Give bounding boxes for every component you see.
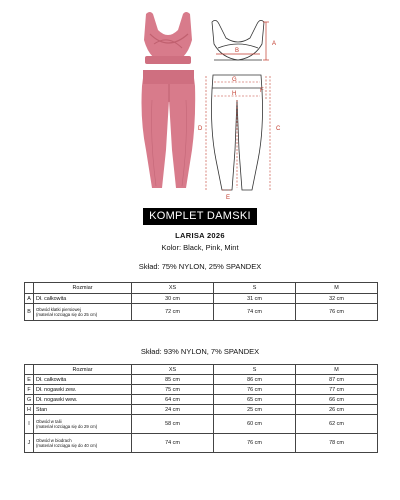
table-row (25, 385, 378, 395)
row-value-xs: 72 cm (132, 304, 214, 321)
row-value-m: 87 cm (296, 375, 378, 385)
row-name (34, 304, 132, 321)
header-size-m: M (296, 283, 378, 294)
row-name-sub: (materiał rozciąga się do 25 cm) (36, 312, 98, 317)
table-row (25, 434, 378, 453)
header-size-xs: XS (132, 283, 214, 294)
row-name: Dł. całkowita (34, 375, 132, 385)
row-name (34, 415, 132, 434)
row-value-s: 76 cm (214, 434, 296, 453)
row-value-m: 77 cm (296, 385, 378, 395)
row-value-xs: 74 cm (132, 434, 214, 453)
table-header-row (25, 283, 378, 294)
header-size-s: S (214, 283, 296, 294)
row-value-m: 32 cm (296, 294, 378, 304)
row-name: Stan (34, 405, 132, 415)
header-blank (25, 365, 34, 375)
table-row (25, 375, 378, 385)
material-top: Skład: 75% NYLON, 25% SPANDEX (138, 262, 262, 271)
dimension-lines-top (216, 22, 269, 60)
row-name (34, 434, 132, 453)
row-value-xs: 85 cm (132, 375, 214, 385)
row-name-main: Obwód klatki piersiowej (36, 306, 81, 312)
leggings-photo (142, 70, 196, 188)
row-value-s: 65 cm (214, 395, 296, 405)
header-blank (25, 283, 34, 294)
header-size-label: Rozmiar (34, 365, 132, 375)
header-size-xs: XS (132, 365, 214, 375)
header-size-m: M (296, 365, 378, 375)
row-letter: H (25, 405, 34, 415)
row-value-s: 60 cm (214, 415, 296, 434)
row-value-m: 62 cm (296, 415, 378, 434)
table-header-row (25, 365, 378, 375)
row-value-xs: 30 cm (132, 294, 214, 304)
row-letter: I (25, 415, 34, 434)
row-name: Dł. całkowita (34, 294, 132, 304)
table-row (25, 405, 378, 415)
row-letter: B (25, 304, 34, 321)
row-name-main: Obwód w biodrach (36, 437, 72, 443)
row-letter: F (25, 385, 34, 395)
product-title: KOMPLET DAMSKI (143, 208, 257, 225)
row-value-xs: 75 cm (132, 385, 214, 395)
row-name-main: Obwód w talii (36, 418, 62, 424)
table-row (25, 415, 378, 434)
row-value-xs: 24 cm (132, 405, 214, 415)
table-row (25, 395, 378, 405)
product-hero (0, 0, 400, 205)
available-colors: Kolor: Black, Pink, Mint (161, 243, 239, 252)
row-value-s: 25 cm (214, 405, 296, 415)
dim-label-d: D (198, 126, 203, 132)
material-bottom: Skład: 93% NYLON, 7% SPANDEX (140, 347, 260, 356)
row-value-s: 86 cm (214, 375, 296, 385)
dim-label-e: E (226, 195, 231, 201)
row-value-m: 26 cm (296, 405, 378, 415)
row-letter: G (25, 395, 34, 405)
table-row (25, 304, 378, 321)
table-row (25, 294, 378, 304)
dim-label-c: C (276, 126, 281, 132)
dim-label-a: A (272, 41, 277, 47)
dim-label-g: G (232, 77, 237, 83)
row-value-s: 31 cm (214, 294, 296, 304)
row-name: Dł. nogawki wew. (34, 395, 132, 405)
header-size-s: S (214, 365, 296, 375)
row-name-sub: (materiał rozciąga się do 29 cm) (36, 424, 98, 429)
row-value-s: 74 cm (214, 304, 296, 321)
row-value-m: 78 cm (296, 434, 378, 453)
dim-label-f: F (260, 88, 264, 94)
size-table-bottom (24, 364, 378, 453)
size-table-top (24, 282, 378, 321)
header-size-label: Rozmiar (34, 283, 132, 294)
model-name: LARISA 2026 (175, 231, 225, 240)
row-value-m: 66 cm (296, 395, 378, 405)
dim-label-h: H (232, 91, 237, 97)
row-name-sub: (materiał rozciąga się do 40 cm) (36, 443, 98, 448)
sports-bra-photo (144, 12, 192, 64)
row-name: Dł. nogawki zew. (34, 385, 132, 395)
row-value-xs: 64 cm (132, 395, 214, 405)
row-letter: E (25, 375, 34, 385)
row-value-xs: 58 cm (132, 415, 214, 434)
row-value-m: 76 cm (296, 304, 378, 321)
row-letter: J (25, 434, 34, 453)
row-letter: A (25, 294, 34, 304)
row-value-s: 76 cm (214, 385, 296, 395)
dim-label-b: B (235, 48, 240, 54)
